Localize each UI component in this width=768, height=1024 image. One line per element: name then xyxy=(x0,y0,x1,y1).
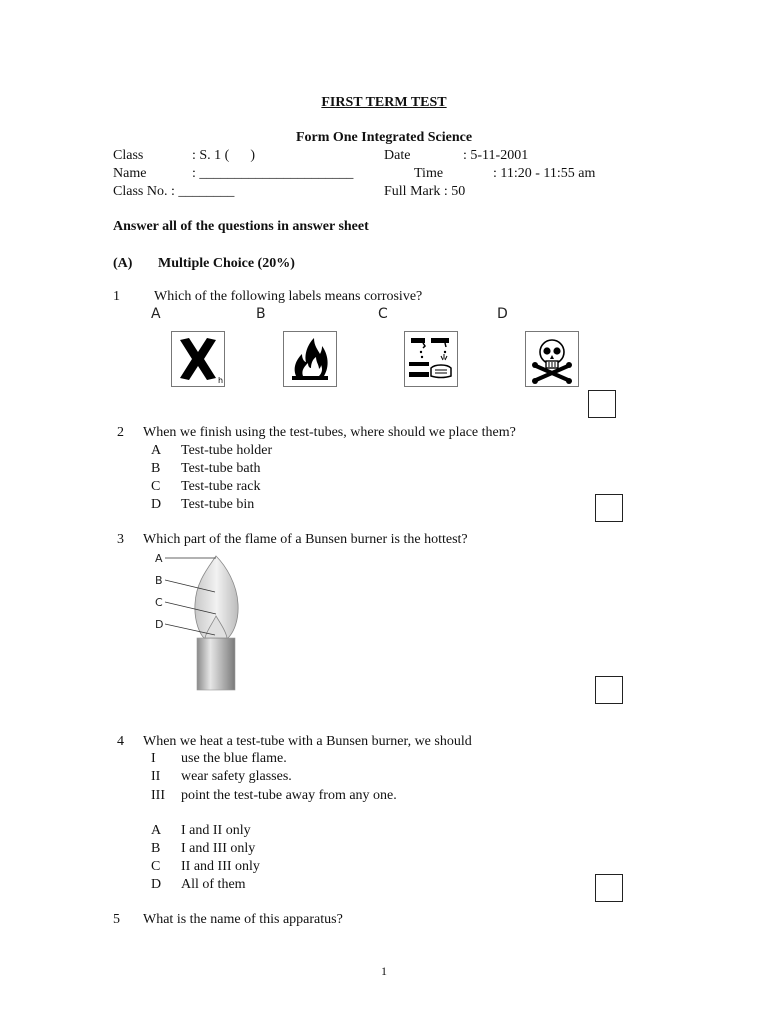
time-value: : 11:20 - 11:55 am xyxy=(493,166,596,181)
corrosive-icon xyxy=(404,331,458,387)
question-text: When we heat a test-tube with a Bunsen burner, we should xyxy=(143,734,472,749)
question-text: When we finish using the test-tubes, where should we place them? xyxy=(143,425,516,440)
option-text: Test-tube rack xyxy=(181,479,261,494)
option-letter: C xyxy=(151,479,161,494)
option-letter-a: A xyxy=(151,306,161,322)
name-value: : ______________________ xyxy=(192,166,354,181)
harmful-mark: h xyxy=(218,376,224,385)
class-label: Class xyxy=(113,148,144,163)
statement-text: point the test-tube away from any one. xyxy=(181,788,397,803)
page-number: 1 xyxy=(381,964,387,978)
question-text: Which part of the flame of a Bunsen burner is the hottest? xyxy=(143,532,468,547)
section-label: (A) xyxy=(113,256,133,271)
option-text: I and III only xyxy=(181,841,256,856)
question-text: What is the name of this apparatus? xyxy=(143,912,343,927)
date-value: : 5-11-2001 xyxy=(463,148,529,163)
option-letter-b: B xyxy=(256,306,266,322)
flame-label-c: C xyxy=(155,596,163,609)
option-letter: D xyxy=(151,877,162,892)
section-title: Multiple Choice (20%) xyxy=(158,256,295,271)
statement-numeral: I xyxy=(151,751,156,766)
option-letter: D xyxy=(151,497,162,512)
time-label: Time xyxy=(414,166,444,181)
test-title: FIRST TERM TEST xyxy=(321,95,447,110)
option-text: II and III only xyxy=(181,859,260,874)
option-letter: A xyxy=(151,443,162,458)
toxic-skull-icon xyxy=(525,331,579,387)
answer-box-q1[interactable] xyxy=(588,390,616,418)
option-letter: B xyxy=(151,461,161,476)
harmful-x-icon xyxy=(171,331,225,387)
option-text: I and II only xyxy=(181,823,251,838)
question-number: 1 xyxy=(113,289,120,304)
date-label: Date xyxy=(384,148,411,163)
option-text: Test-tube holder xyxy=(181,443,273,458)
name-label: Name xyxy=(113,166,147,181)
question-number: 2 xyxy=(117,425,124,440)
option-text: Test-tube bin xyxy=(181,497,255,512)
question-text: Which of the following labels means corrosive? xyxy=(154,289,423,304)
option-letter: A xyxy=(151,823,162,838)
option-text: All of them xyxy=(181,877,246,892)
option-letter: B xyxy=(151,841,161,856)
bunsen-flame-diagram xyxy=(150,548,250,694)
question-number: 3 xyxy=(117,532,124,547)
statement-text: wear safety glasses. xyxy=(181,769,292,784)
statement-numeral: III xyxy=(151,788,165,803)
option-letter: C xyxy=(151,859,161,874)
option-letter-c: C xyxy=(378,306,388,322)
full-mark-label: Full Mark : 50 xyxy=(384,184,466,199)
test-subtitle: Form One Integrated Science xyxy=(295,130,473,145)
flame-label-d: D xyxy=(155,618,164,631)
class-no-label: Class No. : ________ xyxy=(113,184,235,199)
flame-label-b: B xyxy=(155,574,163,587)
instruction-text: Answer all of the questions in answer sheet xyxy=(113,219,369,234)
flammable-flame-icon xyxy=(283,331,337,387)
flame-label-a: A xyxy=(155,552,163,565)
question-number: 4 xyxy=(117,734,124,749)
question-number: 5 xyxy=(113,912,120,927)
answer-box-q3[interactable] xyxy=(595,676,623,704)
statement-text: use the blue flame. xyxy=(181,751,287,766)
answer-box-q2[interactable] xyxy=(595,494,623,522)
answer-box-q4[interactable] xyxy=(595,874,623,902)
statement-numeral: II xyxy=(151,769,161,784)
option-text: Test-tube bath xyxy=(181,461,261,476)
option-letter-d: D xyxy=(497,306,508,322)
class-value: : S. 1 ( ) xyxy=(192,148,255,163)
